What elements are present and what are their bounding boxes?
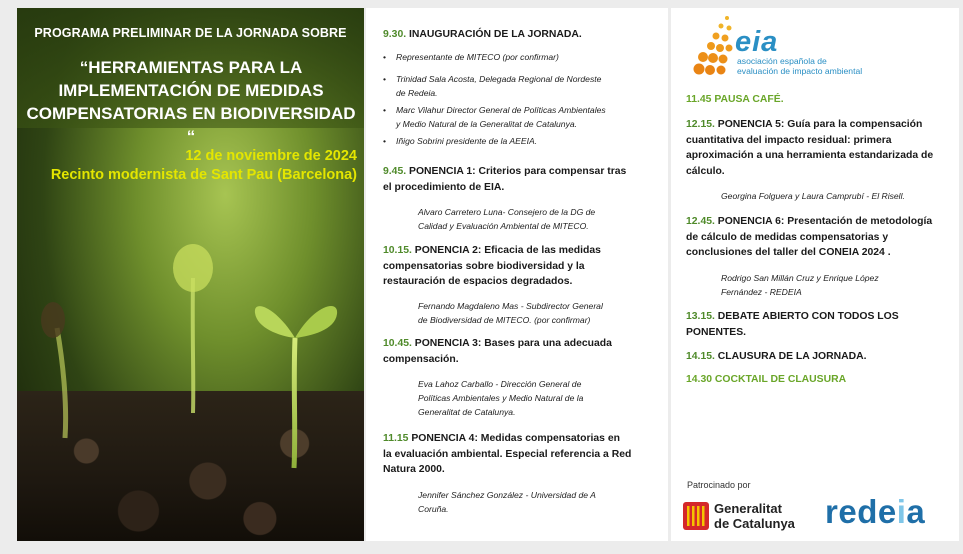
speaker-bullet: • Trinidad Sala Acosta, Delegada Regional de Nordeste bbox=[396, 72, 601, 86]
schedule-column-2 bbox=[671, 8, 959, 541]
session-ponencia-6: 12.45. PONENCIA 6: Presentación de metodología de cálculo de medidas compensatorias y conclusiones del taller del CONEIA 2024 . bbox=[686, 216, 933, 258]
coffee-break: 11.45 PAUSA CAFÉ. bbox=[686, 94, 784, 105]
cover-panel bbox=[17, 8, 364, 541]
session-inauguration: 9.30. INAUGURACIÓN DE LA JORNADA. bbox=[383, 29, 582, 40]
speaker-ponencia-5: Georgina Folguera y Laura Camprubí - El Risell. bbox=[721, 191, 905, 201]
session-ponencia-3: 10.45. PONENCIA 3: Bases para una adecuada compensación. bbox=[383, 338, 612, 365]
speaker-bullet: • Iñigo Sobrini presidente de la AEEIA. bbox=[396, 134, 537, 148]
session-debate: 13.15. DEBATE ABIERTO CON TODOS LOS PONENTES. bbox=[686, 311, 899, 338]
session-ponencia-1: 9.45. PONENCIA 1: Criterios para compensar tras el procedimiento de EIA. bbox=[383, 166, 627, 193]
eia-logo-icon bbox=[691, 12, 739, 76]
schedule-column-1 bbox=[366, 8, 668, 541]
event-venue: Recinto modernista de Sant Pau (Barcelona) bbox=[50, 167, 357, 183]
eia-logo-subtitle: asociación española de evaluación de impacto ambiental bbox=[737, 56, 863, 76]
eia-logo-text: eia bbox=[735, 26, 779, 58]
speaker-text: de Redeia. bbox=[396, 88, 438, 98]
session-ponencia-5: 12.15. PONENCIA 5: Guía para la compensación cuantitativa del impacto residual: primera aproximación a una herramienta estandarizada de cálculo. bbox=[686, 119, 934, 177]
event-date: 12 de noviembre de 2024 bbox=[185, 148, 357, 164]
pretitle: PROGRAMA PRELIMINAR DE LA JORNADA SOBRE bbox=[34, 26, 347, 40]
speaker-bullet: • Representante de MITECO (por confirmar) bbox=[396, 50, 559, 64]
session-ponencia-2: 10.15. PONENCIA 2: Eficacia de las medidas compensatorias sobre biodiversidad y la restauración de espacios degradados. bbox=[383, 245, 601, 287]
session-closing: 14.15. CLAUSURA DE LA JORNADA. bbox=[686, 351, 867, 362]
generalitat-logo-text: Generalitat de Catalunya bbox=[714, 501, 795, 531]
speaker-ponencia-6: Rodrigo San Millán Cruz y Enrique López Fernández - REDEIA bbox=[721, 273, 879, 297]
sponsor-label: Patrocinado por bbox=[687, 480, 751, 490]
speaker-ponencia-4: Jennifer Sánchez González - Universidad de A Coruña. bbox=[418, 490, 596, 514]
speaker-text: y Medio Natural de la Generalitat de Catalunya. bbox=[396, 119, 578, 129]
generalitat-logo-icon bbox=[683, 502, 709, 530]
speaker-ponencia-3: Eva Lahoz Carballo - Dirección General de Políticas Ambientales y Medio Natural de la Generalitat de Catalunya. bbox=[418, 379, 584, 417]
session-ponencia-4: 11.15 PONENCIA 4: Medidas compensatorias en la evaluación ambiental. Especial referencia a Red Natura 2000. bbox=[383, 433, 632, 475]
speaker-bullet: • Marc Vilahur Director General de Políticas Ambientales bbox=[396, 103, 606, 117]
redeia-logo: redeia bbox=[825, 493, 926, 530]
event-title: “HERRAMIENTAS PARA LA IMPLEMENTACIÓN DE MEDIDAS COMPENSATORIAS EN BIODIVERSIDAD “ bbox=[26, 58, 356, 146]
speaker-ponencia-1: Alvaro Carretero Luna- Consejero de la DG de Calidad y Evaluación Ambiental de MITECO. bbox=[418, 207, 596, 231]
closing-cocktail: 14.30 COCKTAIL DE CLAUSURA bbox=[686, 374, 847, 385]
speaker-ponencia-2: Fernando Magdaleno Mas - Subdirector General de Biodiversidad de MITECO. (por confirmar) bbox=[418, 301, 603, 325]
